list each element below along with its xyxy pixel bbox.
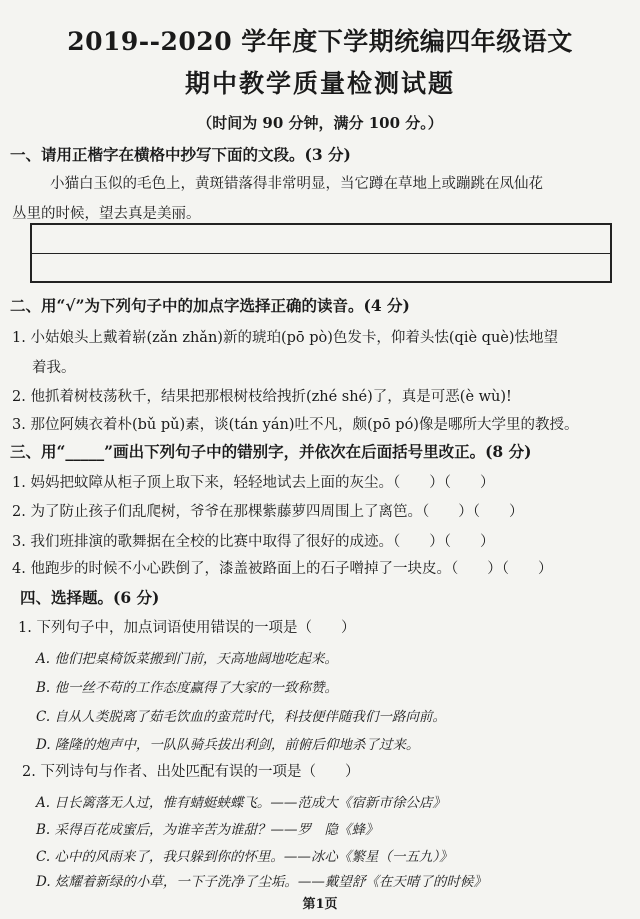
exam-title-line2: 期中教学质量检测试题 [184, 69, 455, 98]
section1-heading: 一、请用正楷字在横格中抄写下面的文段。(3 分) [10, 145, 351, 164]
writing-grid-divider [32, 253, 610, 254]
section4-q2-option-c: C. 心中的风雨来了，我只躲到你的怀里。——冰心《繁星（一五九）》 [36, 849, 453, 865]
section4-q2-option-a: A. 日长篱落无人过，惟有蜻蜓蛱蝶飞。——范成大《宿新市徐公店》 [36, 795, 446, 811]
section2-question1-line2: 着我。 [32, 360, 76, 376]
section4-question2: 2. 下列诗句与作者、出处匹配有误的一项是（ ） [22, 764, 360, 780]
section3-question3: 3. 我们班排演的歌舞据在全校的比赛中取得了很好的成迹。（ ）（ ） [12, 534, 495, 550]
section4-q2-option-d: D. 炫耀着新绿的小草，一下子洗净了尘垢。——戴望舒《在天晴了的时候》 [36, 874, 487, 890]
section4-q1-option-a: A. 他们把桌椅饭菜搬到门前，天高地阔地吃起来。 [36, 651, 338, 667]
exam-time-note: （时间为 90 分钟，满分 100 分。） [197, 114, 443, 132]
section2-question2: 2. 他抓着树枝荡秋千，结果把那根树枝给拽折(zhé shé)了，真是可恶(è wù)! [12, 389, 512, 405]
section3-heading: 三、用“_____”画出下列句子中的错别字，并依次在后面括号里改正。(8 分) [10, 442, 532, 461]
section4-heading: 四、选择题。(6 分) [20, 588, 160, 607]
section1-passage-line2: 丛里的时候，望去真是美丽。 [12, 206, 201, 222]
section4-q1-option-b: B. 他一丝不苟的工作态度赢得了大家的一致称赞。 [36, 680, 339, 696]
section1-passage-line1: 小猫白玉似的毛色上，黄斑错落得非常明显，当它蹲在草地上或蹦跳在凤仙花 [50, 176, 543, 192]
section3-question2: 2. 为了防止孩子们乱爬树，爷爷在那棵紫藤萝四周围上了离笆。（ ）（ ） [12, 504, 524, 520]
page-number: 第1页 [302, 897, 338, 912]
section3-question4: 4. 他跑步的时候不小心跌倒了，漆盖被路面上的石子噌掉了一块皮。（ ）（ ） [12, 561, 553, 577]
section2-heading: 二、用“√”为下列句子中的加点字选择正确的读音。(4 分) [10, 296, 410, 315]
exam-title-line1: 2019--2020 学年度下学期统编四年级语文 [67, 27, 573, 56]
section2-question3: 3. 那位阿姨衣着朴(bǔ pǔ)素，谈(tán yán)吐不凡，颇(pō pó)像是哪所大学里的教授。 [12, 417, 579, 433]
section4-q2-option-b: B. 采得百花成蜜后，为谁辛苦为谁甜？——罗 隐《蜂》 [36, 822, 379, 838]
section4-q1-option-c: C. 自从人类脱离了茹毛饮血的蛮荒时代，科技便伴随我们一路向前。 [36, 709, 446, 725]
section3-question1: 1. 妈妈把蚊障从柜子顶上取下来，轻轻地试去上面的灰尘。（ ）（ ） [12, 475, 495, 491]
section4-q1-option-d: D. 隆隆的炮声中，一队队骑兵拔出利剑，前俯后仰地杀了过来。 [36, 737, 420, 753]
section4-question1: 1. 下列句子中，加点词语使用错误的一项是（ ） [18, 620, 356, 636]
section2-question1-line1: 1. 小姑娘头上戴着崭(zǎn zhǎn)新的琥珀(pō pò)色发卡，仰着头怯(qiè què)怯地望 [12, 330, 559, 346]
copy-writing-grid[interactable] [30, 223, 612, 283]
